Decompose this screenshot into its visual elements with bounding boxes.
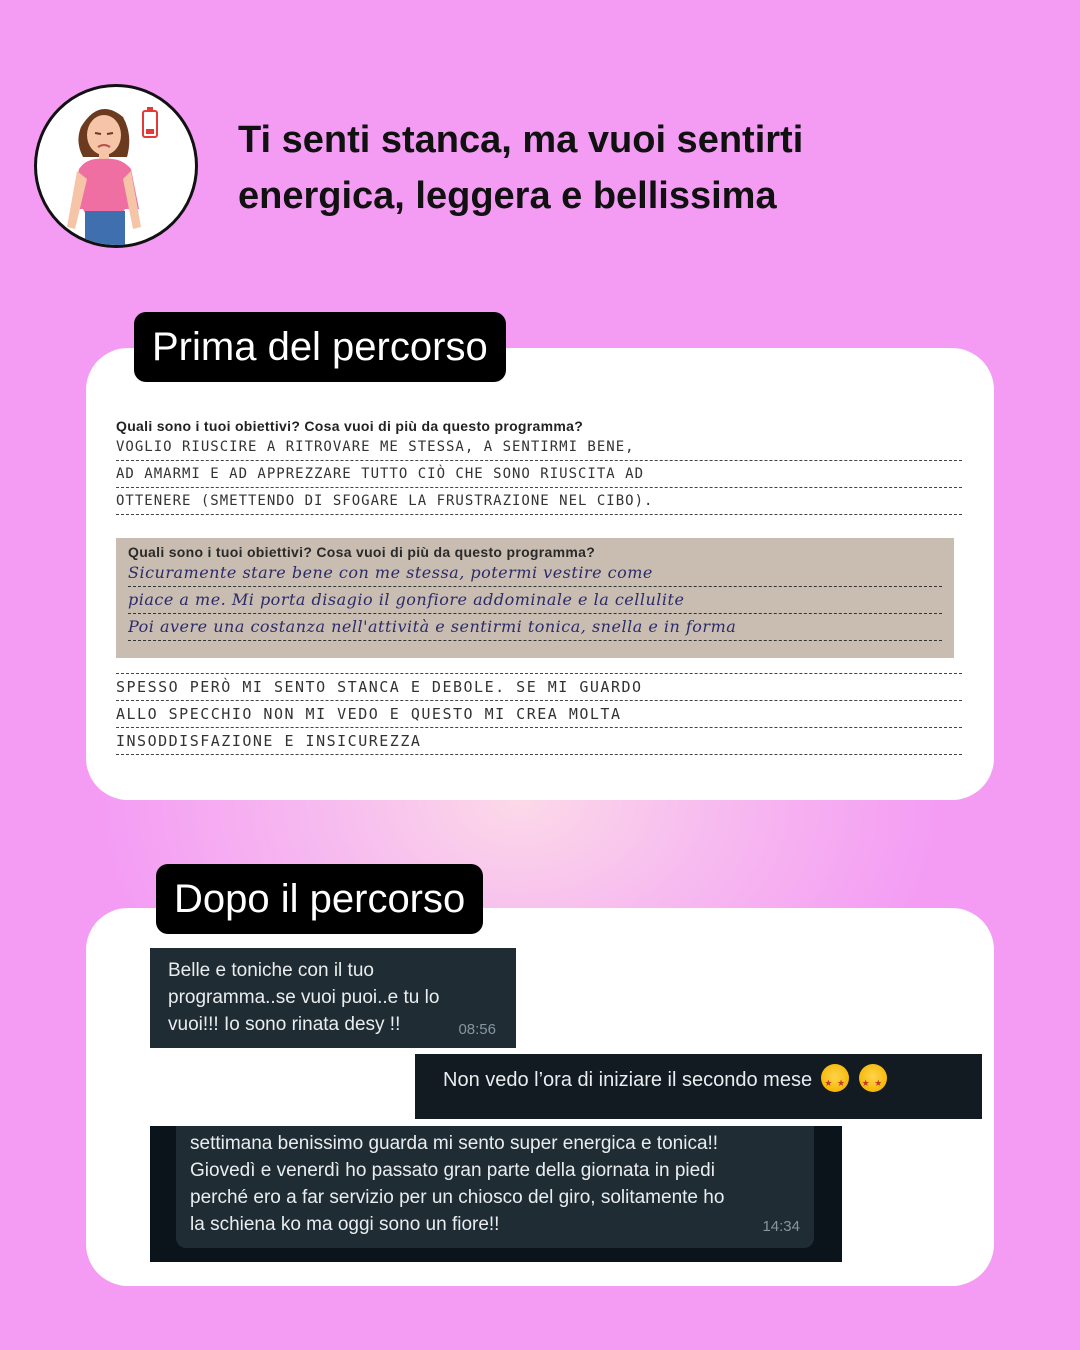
- chat-message-3: [150, 1126, 842, 1262]
- note-line: ALLO SPECCHIO NON MI VEDO E QUESTO MI CREA MOLTA: [116, 701, 962, 728]
- question-label: Quali sono i tuoi obiettivi? Cosa vuoi di più da questo programma?: [116, 418, 584, 434]
- question-label: Quali sono i tuoi obiettivi? Cosa vuoi di più da questo programma?: [128, 544, 596, 560]
- handwritten-note-3: [116, 673, 962, 755]
- message-time: 14:34: [762, 1218, 800, 1235]
- message-time: 08:56: [458, 1021, 496, 1038]
- chat-message-2: [415, 1054, 982, 1119]
- headline-line-2: energica, leggera e bellissima: [238, 175, 777, 217]
- message-line: Belle e toniche con il tuo: [168, 960, 374, 981]
- note-line: Poi avere una costanza nell'attività e sentirmi tonica, snella e in forma: [128, 614, 942, 641]
- message-line: la schiena ko ma oggi sono un fiore!!: [190, 1214, 500, 1235]
- avatar: [34, 84, 198, 248]
- message-line: perché ero a far servizio per un chiosco del giro, solitamente ho: [190, 1187, 725, 1208]
- star-struck-emoji-icon: [821, 1064, 849, 1092]
- star-struck-emoji-icon: [859, 1064, 887, 1092]
- handwritten-note-2: [116, 538, 954, 658]
- message-line: Non vedo l’ora di iniziare il secondo mese: [443, 1069, 813, 1091]
- after-label: Dopo il percorso: [156, 864, 483, 934]
- message-line: programma..se vuoi puoi..e tu lo: [168, 987, 440, 1008]
- headline: [238, 112, 998, 224]
- tired-woman-low-battery-icon: [37, 87, 195, 245]
- note-line: SPESSO PERÒ MI SENTO STANCA E DEBOLE. SE MI GUARDO: [116, 673, 962, 701]
- note-line: VOGLIO RIUSCIRE A RITROVARE ME STESSA, A SENTIRMI BENE,: [116, 434, 962, 461]
- message-line: Giovedì e venerdì ho passato gran parte della giornata in piedi: [190, 1160, 715, 1181]
- handwritten-note-1: [116, 418, 962, 515]
- note-line: OTTENERE (SMETTENDO DI SFOGARE LA FRUSTRAZIONE NEL CIBO).: [116, 488, 962, 515]
- before-label: Prima del percorso: [134, 312, 506, 382]
- headline-line-1: Ti senti stanca, ma vuoi sentirti: [238, 119, 804, 161]
- note-line: AD AMARMI E AD APPREZZARE TUTTO CIÒ CHE SONO RIUSCITA AD: [116, 461, 962, 488]
- message-line: vuoi!!! Io sono rinata desy !!: [168, 1014, 401, 1035]
- note-line: INSODDISFAZIONE E INSICUREZZA: [116, 728, 962, 755]
- note-line: piace a me. Mi porta disagio il gonfiore addominale e la cellulite: [128, 587, 942, 614]
- message-bubble: [176, 1126, 814, 1248]
- before-card: [86, 348, 994, 800]
- chat-message-1: [150, 948, 516, 1048]
- note-line: Sicuramente stare bene con me stessa, potermi vestire come: [128, 560, 942, 587]
- message-line: settimana benissimo guarda mi sento super energica e tonica!!: [190, 1133, 719, 1154]
